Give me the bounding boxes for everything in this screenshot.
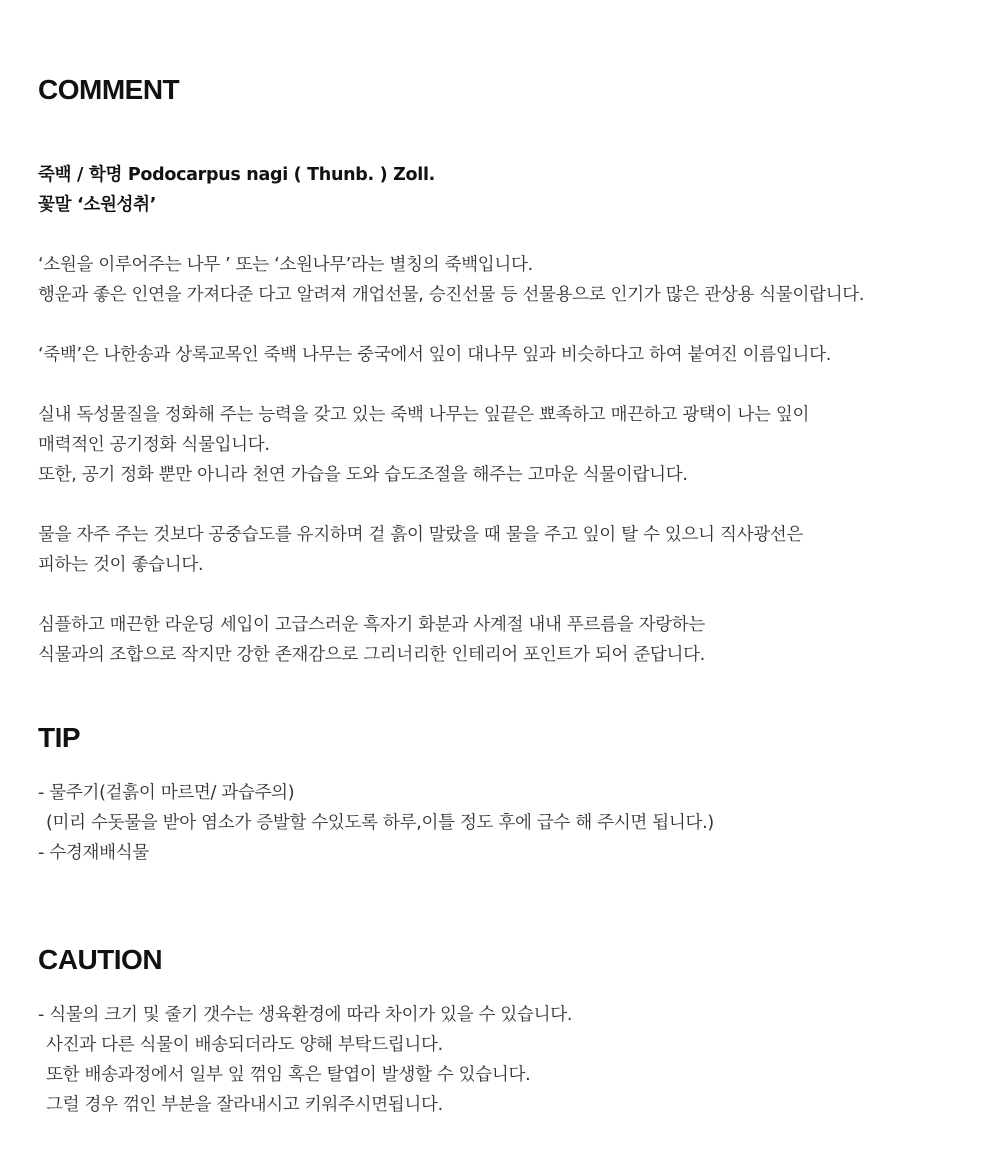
tip-title: TIP bbox=[38, 722, 81, 753]
comment-title: COMMENT bbox=[38, 74, 180, 105]
comment-paragraph-3 bbox=[38, 400, 809, 490]
comment-paragraph-4 bbox=[38, 520, 803, 580]
tip-item: - 물주기(겉흙이 마르면/ 과습주의) bbox=[38, 783, 295, 803]
plant-name-block bbox=[38, 160, 435, 220]
text-line: ‘죽백’은 나한송과 상록교목인 죽백 나무는 중국에서 잎이 대나무 잎과 비슷하다고 하여 붙여진 이름입니다. bbox=[38, 345, 831, 365]
caution-item: 사진과 다른 식물이 배송되더라도 양해 부탁드립니다. bbox=[46, 1035, 443, 1055]
caution-item: 그럴 경우 꺾인 부분을 잘라내시고 키워주시면됩니다. bbox=[46, 1095, 443, 1115]
caution-title: CAUTION bbox=[38, 944, 163, 975]
caution-item: - 식물의 크기 및 줄기 갯수는 생육환경에 따라 차이가 있을 수 있습니다. bbox=[38, 1005, 573, 1025]
text-line: 매력적인 공기정화 식물입니다. bbox=[38, 435, 270, 455]
caution-list bbox=[38, 1000, 572, 1120]
text-line: 심플하고 매끈한 라운딩 세입이 고급스러운 흑자기 화분과 사계절 내내 푸르름을 자랑하는 bbox=[38, 615, 706, 635]
text-line: 행운과 좋은 인연을 가져다준 다고 알려져 개업선물, 승진선물 등 선물용으로 인기가 많은 관상용 식물이랍니다. bbox=[38, 285, 865, 305]
flower-language-line: 꽃말 ‘소원성취’ bbox=[38, 195, 157, 215]
text-line: ‘소원을 이루어주는 나무 ’ 또는 ‘소원나무’라는 별칭의 죽백입니다. bbox=[38, 255, 533, 275]
caution-item: 또한 배송과정에서 일부 잎 꺾임 혹은 탈엽이 발생할 수 있습니다. bbox=[46, 1065, 531, 1085]
tip-list bbox=[38, 778, 714, 868]
text-line: 또한, 공기 정화 뿐만 아니라 천연 가습을 도와 습도조절을 해주는 고마운 식물이랍니다. bbox=[38, 465, 688, 485]
comment-paragraph-5 bbox=[38, 610, 705, 670]
text-line: 물을 자주 주는 것보다 공중습도를 유지하며 겉 흙이 말랐을 때 물을 주고 잎이 탈 수 있으니 직사광선은 bbox=[38, 525, 804, 545]
comment-paragraph-1 bbox=[38, 250, 864, 310]
comment-paragraph-2 bbox=[38, 340, 831, 370]
scientific-name-line: 죽백 / 학명 Podocarpus nagi ( Thunb. ) Zoll. bbox=[38, 165, 435, 185]
text-line: 식물과의 조합으로 작지만 강한 존재감으로 그리너리한 인테리어 포인트가 되어 준답니다. bbox=[38, 645, 706, 665]
tip-item: (미리 수돗물을 받아 염소가 증발할 수있도록 하루,이틀 정도 후에 급수 해 주시면 됩니다.) bbox=[46, 813, 714, 833]
text-line: 피하는 것이 좋습니다. bbox=[38, 555, 204, 575]
tip-item: - 수경재배식물 bbox=[38, 843, 149, 863]
text-line: 실내 독성물질을 정화해 주는 능력을 갖고 있는 죽백 나무는 잎끝은 뾰족하고 매끈하고 광택이 나는 잎이 bbox=[38, 405, 810, 425]
